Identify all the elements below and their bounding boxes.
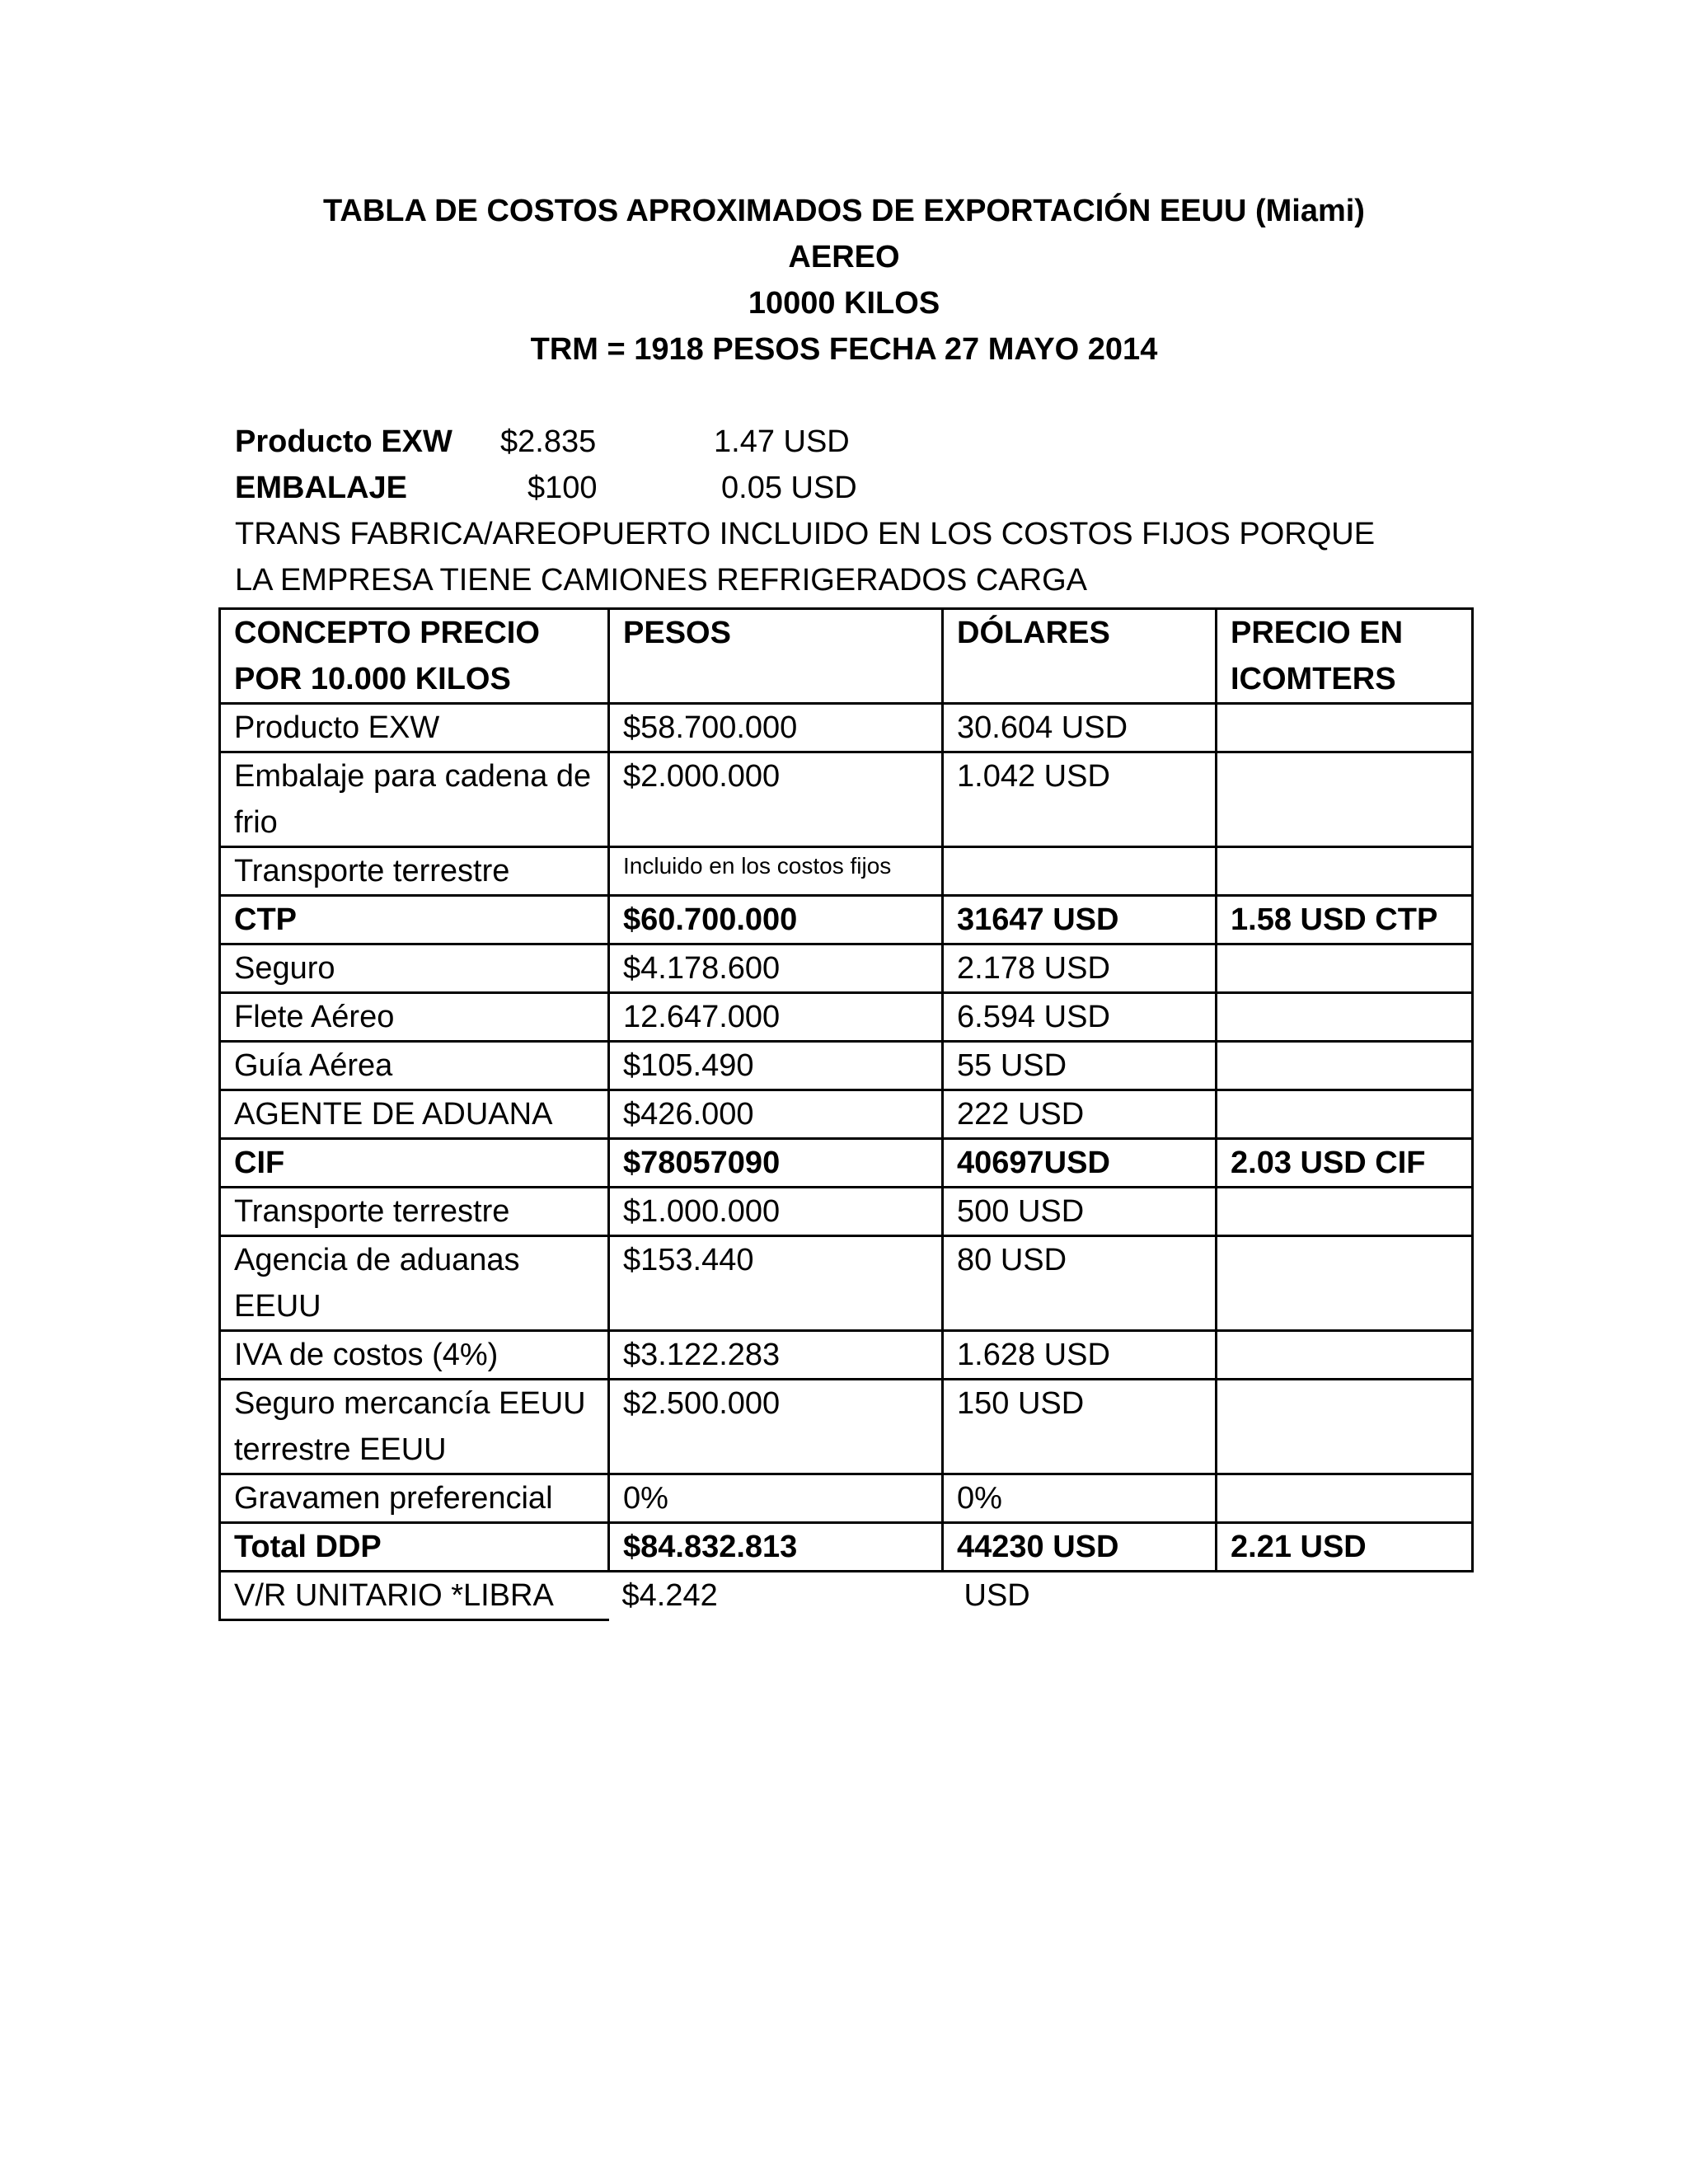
row-pesos: $2.500.000 (609, 1380, 943, 1474)
document-title: TABLA DE COSTOS APROXIMADOS DE EXPORTACIÓN EEUU (Miami) (323, 194, 1365, 228)
row-dolares: 500 USD (943, 1188, 1217, 1236)
row-dolares: USD (964, 1578, 1030, 1613)
table-row-total (220, 1523, 1473, 1572)
embalaje-usd: 0.05 USD (721, 471, 857, 505)
producto-exw-pesos: $2.835 (500, 424, 597, 459)
embalaje-label: EMBALAJE (235, 471, 408, 505)
row-dolares: 40697USD (943, 1139, 1217, 1188)
row-dolares: 1.628 USD (943, 1331, 1217, 1380)
row-dolares (943, 847, 1217, 896)
row-pesos: $78057090 (609, 1139, 943, 1188)
table-row-cif (220, 1139, 1473, 1188)
row-concepto: AGENTE DE ADUANA (220, 1090, 609, 1139)
row-pesos: $84.832.813 (609, 1523, 943, 1572)
row-concepto: V/R UNITARIO *LIBRA (220, 1572, 609, 1620)
row-concepto: CTP (220, 896, 609, 944)
producto-exw-usd: 1.47 USD (714, 424, 850, 459)
row-dolares: 44230 USD (943, 1523, 1217, 1572)
table-row (220, 1474, 1473, 1523)
producto-exw-label: Producto EXW (235, 424, 452, 459)
row-dolares: 222 USD (943, 1090, 1217, 1139)
table-row-unit-value (220, 1572, 1473, 1620)
row-dolares: 30.604 USD (943, 704, 1217, 752)
row-incoterms: 2.21 USD (1217, 1523, 1473, 1572)
row-incoterms (1217, 1188, 1473, 1236)
row-concepto: Guía Aérea (220, 1042, 609, 1090)
table-row (220, 752, 1473, 847)
row-concepto: Producto EXW (220, 704, 609, 752)
row-concepto: Transporte terrestre (220, 1188, 609, 1236)
row-pesos: $58.700.000 (609, 704, 943, 752)
row-concepto: IVA de costos (4%) (220, 1331, 609, 1380)
table-row (220, 1236, 1473, 1331)
row-dolares: 2.178 USD (943, 944, 1217, 993)
row-dolares: 6.594 USD (943, 993, 1217, 1042)
row-concepto: Total DDP (220, 1523, 609, 1572)
transport-mode: AEREO (788, 240, 900, 274)
table-row (220, 1042, 1473, 1090)
row-pesos: $426.000 (609, 1090, 943, 1139)
table-row (220, 944, 1473, 993)
row-incoterms (1217, 993, 1473, 1042)
row-concepto: Agencia de aduanas EEUU (220, 1236, 609, 1331)
embalaje-pesos: $100 (528, 471, 598, 505)
header-precio-incoterms: PRECIO EN ICOMTERS (1217, 609, 1473, 704)
row-dolares: 31647 USD (943, 896, 1217, 944)
row-dolares: 80 USD (943, 1236, 1217, 1331)
table-row (220, 1090, 1473, 1139)
table-row (220, 704, 1473, 752)
row-pesos: $4.242 (621, 1578, 718, 1613)
row-pesos: $153.440 (609, 1236, 943, 1331)
row-dolares: 1.042 USD (943, 752, 1217, 847)
row-incoterms (1217, 1474, 1473, 1523)
header-concepto: CONCEPTO PRECIO POR 10.000 KILOS (220, 609, 609, 704)
table-header-row (220, 609, 1473, 704)
row-concepto: Gravamen preferencial (220, 1474, 609, 1523)
row-incoterms (1217, 1090, 1473, 1139)
table-row (220, 847, 1473, 896)
table-row-ctp (220, 896, 1473, 944)
row-incoterms (1217, 1380, 1473, 1474)
row-incoterms: 1.58 USD CTP (1217, 896, 1473, 944)
row-dolares: 0% (943, 1474, 1217, 1523)
header-dolares: DÓLARES (943, 609, 1217, 704)
row-incoterms (1217, 847, 1473, 896)
row-incoterms (1217, 1236, 1473, 1331)
row-concepto: CIF (220, 1139, 609, 1188)
row-pesos: $3.122.283 (609, 1331, 943, 1380)
table-row (220, 1188, 1473, 1236)
row-incoterms (1217, 704, 1473, 752)
row-concepto: Flete Aéreo (220, 993, 609, 1042)
row-dolares: 55 USD (943, 1042, 1217, 1090)
row-concepto: Transporte terrestre (220, 847, 609, 896)
exchange-rate-heading: TRM = 1918 PESOS FECHA 27 MAYO 2014 (530, 332, 1158, 367)
row-concepto: Seguro (220, 944, 609, 993)
row-pesos: Incluido en los costos fijos (609, 847, 943, 896)
row-pesos: $1.000.000 (609, 1188, 943, 1236)
row-incoterms (1217, 944, 1473, 993)
table-row (220, 993, 1473, 1042)
row-concepto: Embalaje para cadena de frio (220, 752, 609, 847)
row-pesos: $60.700.000 (609, 896, 943, 944)
weight-heading: 10000 KILOS (748, 286, 940, 321)
transport-note-line1: TRANS FABRICA/AREOPUERTO INCLUIDO EN LOS COSTOS FIJOS PORQUE (235, 517, 1376, 551)
row-incoterms: 2.03 USD CIF (1217, 1139, 1473, 1188)
transport-note-line2: LA EMPRESA TIENE CAMIONES REFRIGERADOS CARGA (235, 563, 1087, 598)
row-pesos: $105.490 (609, 1042, 943, 1090)
row-incoterms (1217, 752, 1473, 847)
header-pesos: PESOS (609, 609, 943, 704)
row-pesos: 12.647.000 (609, 993, 943, 1042)
row-dolares: 150 USD (943, 1380, 1217, 1474)
row-incoterms (1217, 1042, 1473, 1090)
row-incoterms (1217, 1572, 1473, 1620)
table-row (220, 1331, 1473, 1380)
cost-table (218, 607, 1474, 1621)
table-row (220, 1380, 1473, 1474)
row-incoterms (1217, 1331, 1473, 1380)
row-pesos: 0% (609, 1474, 943, 1523)
row-concepto: Seguro mercancía EEUU terrestre EEUU (220, 1380, 609, 1474)
row-pesos: $4.178.600 (609, 944, 943, 993)
row-pesos: $2.000.000 (609, 752, 943, 847)
